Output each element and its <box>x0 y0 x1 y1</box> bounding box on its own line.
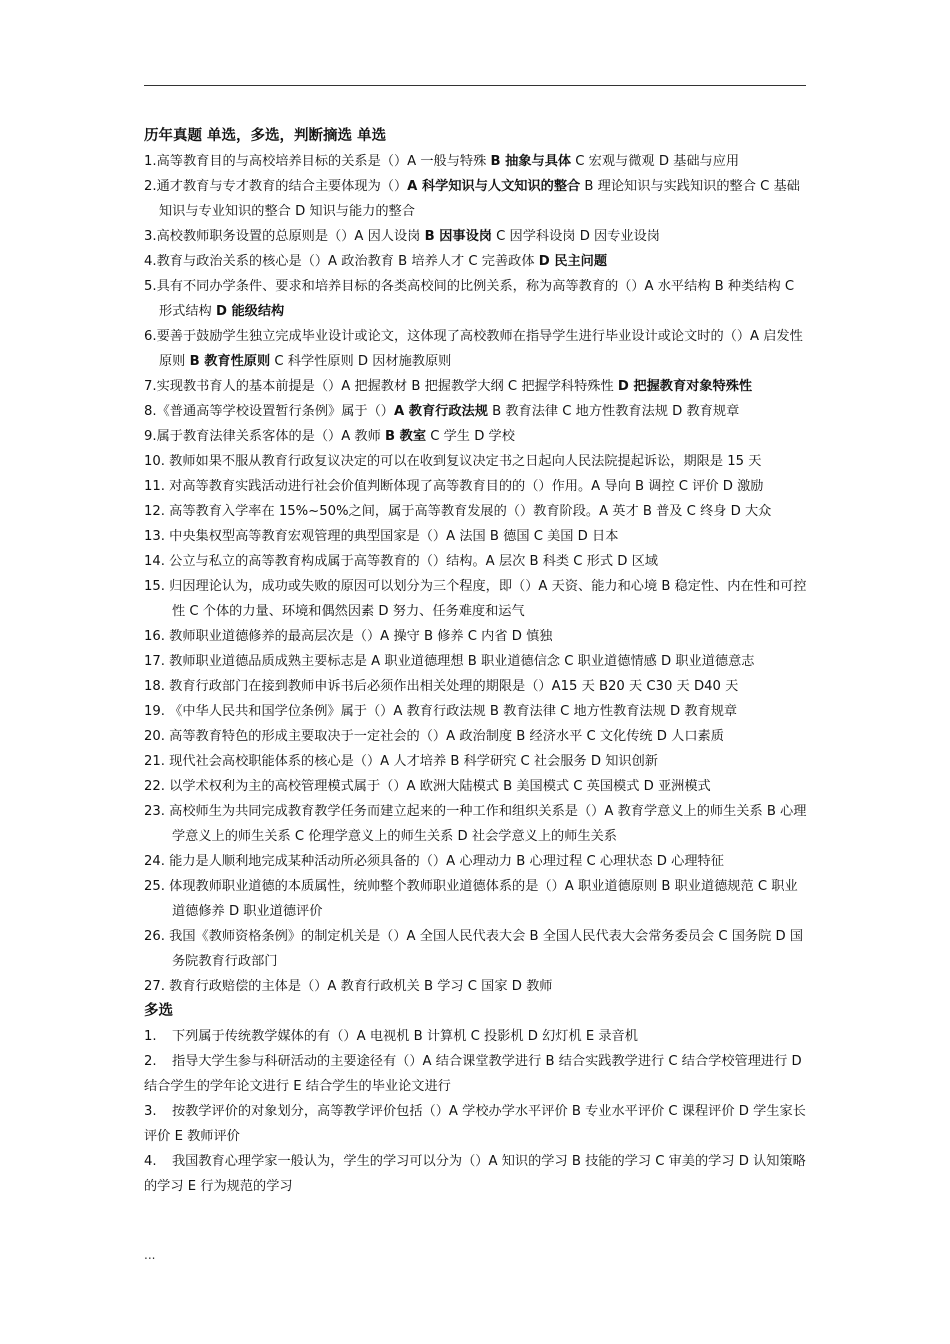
question-number: 4. <box>144 1154 157 1169</box>
page-footer: ... <box>144 1248 156 1262</box>
question-item <box>144 874 808 924</box>
question-number: 18. <box>144 679 170 694</box>
question-number: 19. <box>144 704 170 719</box>
question-text: 实现教书育人的基本前提是（）A 把握教材 B 把握教学大纲 C 把握学科特殊性 <box>156 379 618 394</box>
question-item <box>144 1049 808 1099</box>
question-item <box>144 699 808 724</box>
question-text: 中央集权型高等教育宏观管理的典型国家是（）A 法国 B 德国 C 美国 D 日本 <box>169 529 619 544</box>
question-text: 具有不同办学条件、要求和培养目标的各类高校间的比例关系，称为高等教育的（）A 水平结构 B 种类结构 C 形式结构 <box>156 279 795 319</box>
question-number: 24. <box>144 854 170 869</box>
question-text: 高等教育入学率在 15%~50%之间，属于高等教育发展的（）教育阶段。A 英才 B 普及 C 终身 D 大众 <box>169 504 772 519</box>
question-item <box>144 524 808 549</box>
question-item <box>144 1099 808 1149</box>
question-text: 属于教育法律关系客体的是（）A 教师 <box>156 429 385 444</box>
question-number: 11. <box>144 479 170 494</box>
question-text: 高等教育特色的形成主要取决于一定社会的（）A 政治制度 B 经济水平 C 文化传统 D 人口素质 <box>169 729 724 744</box>
question-number: 13. <box>144 529 170 544</box>
question-text: 教育与政治关系的核心是（）A 政治教育 B 培养人才 C 完善政体 <box>156 254 539 269</box>
question-number: 9. <box>144 429 157 444</box>
single-choice-list-continued <box>144 449 808 999</box>
question-text: B 理论知识与实践知识的整合 C 基础知识与专业知识的整合 D 知识与能力的整合 <box>159 179 800 219</box>
answer-highlight: B 因事设岗 <box>424 229 492 244</box>
question-number: 17. <box>144 654 170 669</box>
question-item <box>144 499 808 524</box>
page-title: 历年真题 单选，多选，判断摘选 单选 <box>144 128 387 144</box>
answer-highlight: B 教室 <box>385 429 427 444</box>
answer-highlight: A 教育行政法规 <box>393 404 488 419</box>
question-number: 3. <box>144 1104 157 1119</box>
question-item <box>144 1024 808 1049</box>
question-item <box>144 924 808 974</box>
question-text: C 科学性原则 D 因材施教原则 <box>270 354 452 369</box>
question-text: 教师如果不服从教育行政复议决定的可以在收到复议决定书之日起向人民法院提起诉讼，期限是 15 天 <box>169 454 762 469</box>
question-text: 我国教育心理学家一般认为，学生的学习可以分为（）A 知识的学习 B 技能的学习 C 审美的学习 D 认知策略的学习 E 行为规范的学习 <box>144 1154 806 1194</box>
question-item <box>144 274 808 324</box>
question-text: 高校师生为共同完成教育教学任务而建立起来的一种工作和组织关系是（）A 教育学意义上的师生关系 B 心理学意义上的师生关系 C 伦理学意义上的师生关系 D 社会学意义上的师生关系 <box>169 804 807 844</box>
question-item <box>144 224 808 249</box>
question-number: 1. <box>144 1029 157 1044</box>
question-text: 要善于鼓励学生独立完成毕业设计或论文，这体现了高校教师在指导学生进行毕业设计或论文时的（）A 启发性原则 <box>156 329 803 369</box>
multi-choice-list <box>144 1024 808 1199</box>
question-number: 2. <box>144 179 157 194</box>
question-number: 6. <box>144 329 157 344</box>
question-number: 8. <box>144 404 157 419</box>
question-text: 按教学评价的对象划分，高等教学评价包括（）A 学校办学水平评价 B 专业水平评价 C 课程评价 D 学生家长评价 E 教师评价 <box>144 1104 806 1144</box>
answer-highlight: D 把握教育对象特殊性 <box>617 379 753 394</box>
question-number: 20. <box>144 729 170 744</box>
document-body <box>144 124 808 1199</box>
question-number: 23. <box>144 804 170 819</box>
question-number: 7. <box>144 379 157 394</box>
answer-highlight: D 能级结构 <box>215 304 285 319</box>
question-item <box>144 449 808 474</box>
question-number: 4. <box>144 254 157 269</box>
question-item <box>144 974 808 999</box>
question-text: 《普通高等学校设置暂行条例》属于（） <box>156 404 394 419</box>
question-text: 下列属于传统教学媒体的有（）A 电视机 B 计算机 C 投影机 D 幻灯机 E 录音机 <box>172 1029 638 1044</box>
question-text: 以学术权利为主的高校管理模式属于（）A 欧洲大陆模式 B 美国模式 C 英国模式 D 亚洲模式 <box>169 779 711 794</box>
single-choice-list <box>144 149 808 449</box>
answer-highlight: D 民主问题 <box>538 254 608 269</box>
question-text: C 学生 D 学校 <box>426 429 515 444</box>
question-text: 我国《教师资格条例》的制定机关是（）A 全国人民代表大会 B 全国人民代表大会常务委员会 C 国务院 D 国务院教育行政部门 <box>169 929 804 969</box>
header-rule <box>144 85 806 86</box>
question-item <box>144 749 808 774</box>
question-number: 12. <box>144 504 170 519</box>
question-text: 高校教师职务设置的总原则是（）A 因人设岗 <box>156 229 425 244</box>
question-item <box>144 849 808 874</box>
question-number: 27. <box>144 979 170 994</box>
question-item <box>144 174 808 224</box>
question-text: 教师职业道德修养的最高层次是（）A 操守 B 修养 C 内省 D 慎独 <box>169 629 553 644</box>
question-number: 25. <box>144 879 170 894</box>
question-item <box>144 724 808 749</box>
question-text: 体现教师职业道德的本质属性，统帅整个教师职业道德体系的是（）A 职业道德原则 B 职业道德规范 C 职业道德修养 D 职业道德评价 <box>169 879 798 919</box>
question-number: 15. <box>144 579 170 594</box>
question-item <box>144 674 808 699</box>
question-text: B 教育法律 C 地方性教育法规 D 教育规章 <box>487 404 740 419</box>
question-number: 22. <box>144 779 170 794</box>
question-item <box>144 774 808 799</box>
question-text: 指导大学生参与科研活动的主要途径有（）A 结合课堂教学进行 B 结合实践教学进行 C 结合学校管理进行 D 结合学生的学年论文进行 E 结合学生的毕业论文进行 <box>144 1054 802 1094</box>
answer-highlight: A 科学知识与人文知识的整合 <box>407 179 581 194</box>
question-item <box>144 574 808 624</box>
question-text: 教师职业道德品质成熟主要标志是 A 职业道德理想 B 职业道德信念 C 职业道德情感 D 职业道德意志 <box>169 654 755 669</box>
question-number: 2. <box>144 1054 157 1069</box>
question-number: 10. <box>144 454 170 469</box>
question-text: 公立与私立的高等教育构成属于高等教育的（）结构。A 层次 B 科类 C 形式 D 区域 <box>169 554 658 569</box>
question-text: 现代社会高校职能体系的核心是（）A 人才培养 B 科学研究 C 社会服务 D 知识创新 <box>169 754 658 769</box>
question-item <box>144 799 808 849</box>
question-text: 教育行政部门在接到教师申诉书后必须作出相关处理的期限是（）A15 天 B20 天 C30 天 D40 天 <box>169 679 739 694</box>
question-text: 归因理论认为，成功或失败的原因可以划分为三个程度，即（）A 天资、能力和心境 B 稳定性、内在性和可控性 C 个体的力量、环境和偶然因素 D 努力、任务难度和运气 <box>169 579 807 619</box>
question-item <box>144 149 808 174</box>
question-item <box>144 549 808 574</box>
question-item <box>144 424 808 449</box>
question-number: 1. <box>144 154 157 169</box>
question-text: C 因学科设岗 D 因专业设岗 <box>491 229 660 244</box>
question-text: 对高等教育实践活动进行社会价值判断体现了高等教育目的的（）作用。A 导向 B 调控 C 评价 D 激励 <box>169 479 764 494</box>
question-item <box>144 649 808 674</box>
multi-choice-heading: 多选 <box>144 1003 173 1019</box>
question-text: 高等教育目的与高校培养目标的关系是（）A 一般与特殊 <box>156 154 491 169</box>
question-item <box>144 1149 808 1199</box>
question-number: 26. <box>144 929 170 944</box>
answer-highlight: B 教育性原则 <box>189 354 271 369</box>
question-item <box>144 249 808 274</box>
question-item <box>144 399 808 424</box>
answer-highlight: B 抽象与具体 <box>490 154 572 169</box>
question-text: 《中华人民共和国学位条例》属于（）A 教育行政法规 B 教育法律 C 地方性教育法规 D 教育规章 <box>169 704 738 719</box>
question-number: 14. <box>144 554 170 569</box>
question-text: 通才教育与专才教育的结合主要体现为（） <box>156 179 408 194</box>
question-text: 能力是人顺利地完成某种活动所必须具备的（）A 心理动力 B 心理过程 C 心理状态 D 心理特征 <box>169 854 724 869</box>
question-text: C 宏观与微观 D 基础与应用 <box>571 154 740 169</box>
question-number: 5. <box>144 279 157 294</box>
question-number: 21. <box>144 754 170 769</box>
question-text: 教育行政赔偿的主体是（）A 教育行政机关 B 学习 C 国家 D 教师 <box>169 979 553 994</box>
question-item <box>144 324 808 374</box>
question-item <box>144 474 808 499</box>
question-item <box>144 624 808 649</box>
question-item <box>144 374 808 399</box>
question-number: 3. <box>144 229 157 244</box>
question-number: 16. <box>144 629 170 644</box>
